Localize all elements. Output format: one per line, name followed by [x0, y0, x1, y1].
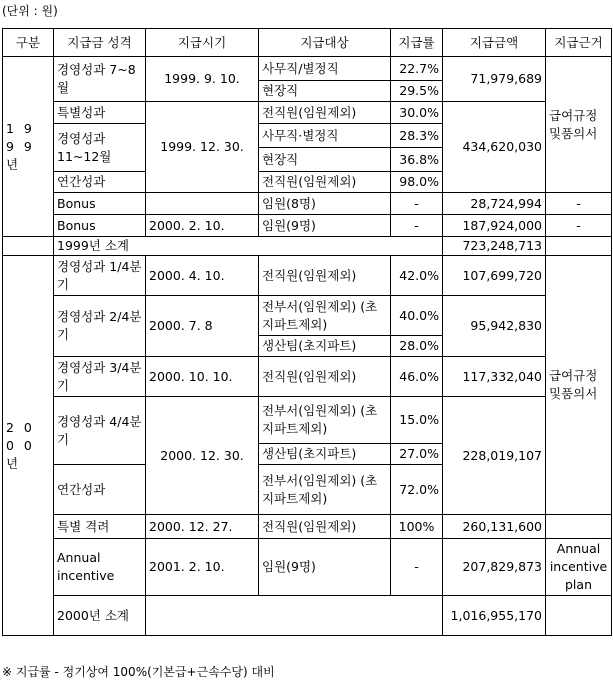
- rate-cell: 72.0%: [391, 465, 443, 515]
- nature-cell: 경영성과 3/4분기: [54, 357, 146, 397]
- target-cell: 임원(9명): [259, 539, 391, 596]
- rate-cell: 22.7%: [391, 57, 443, 81]
- target-cell: 생산팀(초지파트): [259, 444, 391, 465]
- basis-cell: Annual incentive plan: [546, 539, 612, 596]
- rate-cell: 100%: [391, 515, 443, 539]
- table-row: [3, 397, 612, 444]
- rate-cell: 40.0%: [391, 296, 443, 336]
- table-row: [3, 515, 612, 539]
- time-cell: [146, 193, 259, 215]
- rate-cell: 42.0%: [391, 256, 443, 296]
- time-cell: 2000. 10. 10.: [146, 357, 259, 397]
- header-nature: 지급금 성격: [54, 29, 146, 57]
- rate-cell: 28.3%: [391, 124, 443, 148]
- target-cell: 생산팀(초지파트): [259, 336, 391, 357]
- target-cell: 전직원(임원제외): [259, 256, 391, 296]
- unit-label: (단위 : 원): [2, 4, 58, 18]
- nature-cell: 연간성과: [54, 465, 146, 515]
- basis-cell: 급여규정및품의서: [546, 256, 612, 515]
- basis-cell: [546, 237, 612, 256]
- blank-cell: [146, 596, 443, 636]
- table-row: [3, 256, 612, 296]
- footnote: ※ 지급률 - 정기상여 100%(기본급+근속수당) 대비: [2, 665, 275, 679]
- rate-cell: 27.0%: [391, 444, 443, 465]
- nature-cell: 특별성과: [54, 102, 146, 124]
- amount-cell: 71,979,689: [443, 57, 546, 102]
- target-cell: 현장직: [259, 148, 391, 172]
- nature-cell: 경영성과 1/4분기: [54, 256, 146, 296]
- header-basis: 지급근거: [546, 29, 612, 57]
- target-cell: 전직원(임원제외): [259, 357, 391, 397]
- rate-cell: 98.0%: [391, 172, 443, 193]
- amount-cell: 260,131,600: [443, 515, 546, 539]
- nature-cell: 경영성과 2/4분기: [54, 296, 146, 357]
- time-cell: 2000. 2. 10.: [146, 215, 259, 237]
- header-time: 지급시기: [146, 29, 259, 57]
- amount-cell: 207,829,873: [443, 539, 546, 596]
- basis-cell: -: [546, 215, 612, 237]
- amount-cell: 117,332,040: [443, 357, 546, 397]
- amount-cell: 107,699,720: [443, 256, 546, 296]
- nature-cell: 경영성과 7~8월: [54, 57, 146, 102]
- header-amount: 지급금액: [443, 29, 546, 57]
- subtotal-row-2000: [3, 596, 612, 636]
- subtotal-amount: 1,016,955,170: [443, 596, 546, 636]
- basis-cell: 급여규정및품의서: [546, 57, 612, 193]
- table-row: [3, 57, 612, 81]
- subtotal-label: 1999년 소계: [54, 237, 443, 256]
- time-cell: 2000. 7. 8: [146, 296, 259, 357]
- time-cell: 2000. 12. 30.: [146, 397, 259, 515]
- subtotal-amount: 723,248,713: [443, 237, 546, 256]
- nature-cell: Annual incentive: [54, 539, 146, 596]
- amount-cell: 28,724,994: [443, 193, 546, 215]
- header-target: 지급대상: [259, 29, 391, 57]
- time-cell: 2001. 2. 10.: [146, 539, 259, 596]
- rate-cell: -: [391, 539, 443, 596]
- table-row: [3, 102, 612, 124]
- target-cell: 전직원(임원제외): [259, 102, 391, 124]
- year-2000-cell: 2 0 0 0 년: [3, 256, 54, 636]
- target-cell: 전부서(임원제외) (초지파트제외): [259, 465, 391, 515]
- target-cell: 사무직·별정직: [259, 124, 391, 148]
- table-row: [3, 296, 612, 336]
- basis-cell: [546, 596, 612, 636]
- nature-cell: 경영성과 11~12월: [54, 124, 146, 172]
- time-cell: 1999. 12. 30.: [146, 102, 259, 193]
- rate-cell: -: [391, 193, 443, 215]
- year-1999-cell: 1 9 9 9 년: [3, 57, 54, 237]
- table-row: [3, 215, 612, 237]
- target-cell: 전부서(임원제외) (초지파트제외): [259, 296, 391, 336]
- nature-cell: Bonus: [54, 215, 146, 237]
- rate-cell: 29.5%: [391, 81, 443, 102]
- table-row: [3, 193, 612, 215]
- rate-cell: 28.0%: [391, 336, 443, 357]
- target-cell: 임원(9명): [259, 215, 391, 237]
- rate-cell: 15.0%: [391, 397, 443, 444]
- subtotal-label: 2000년 소계: [54, 596, 146, 636]
- nature-cell: Bonus: [54, 193, 146, 215]
- target-cell: 사무직/별정직: [259, 57, 391, 81]
- header-rate: 지급률: [391, 29, 443, 57]
- table-row: [3, 357, 612, 397]
- rate-cell: 36.8%: [391, 148, 443, 172]
- time-cell: 2000. 4. 10.: [146, 256, 259, 296]
- target-cell: 현장직: [259, 81, 391, 102]
- target-cell: 전부서(임원제외) (초지파트제외): [259, 397, 391, 444]
- amount-cell: 95,942,830: [443, 296, 546, 357]
- target-cell: 전직원(임원제외): [259, 515, 391, 539]
- nature-cell: 경영성과 4/4분기: [54, 397, 146, 465]
- amount-cell: 228,019,107: [443, 397, 546, 515]
- nature-cell: 특별 격려: [54, 515, 146, 539]
- table-row: [3, 539, 612, 596]
- target-cell: 전직원(임원제외): [259, 172, 391, 193]
- amount-cell: 187,924,000: [443, 215, 546, 237]
- target-cell: 임원(8명): [259, 193, 391, 215]
- subtotal-row-1999: [3, 237, 612, 256]
- nature-cell: 연간성과: [54, 172, 146, 193]
- header-category: 구분: [3, 29, 54, 57]
- category-cell: [3, 237, 54, 256]
- time-cell: 2000. 12. 27.: [146, 515, 259, 539]
- header-row: [3, 29, 612, 57]
- rate-cell: 30.0%: [391, 102, 443, 124]
- time-cell: 1999. 9. 10.: [146, 57, 259, 102]
- rate-cell: 46.0%: [391, 357, 443, 397]
- rate-cell: -: [391, 215, 443, 237]
- basis-cell: [546, 515, 612, 539]
- bonus-table: [2, 28, 612, 636]
- amount-cell: 434,620,030: [443, 102, 546, 193]
- basis-cell: -: [546, 193, 612, 215]
